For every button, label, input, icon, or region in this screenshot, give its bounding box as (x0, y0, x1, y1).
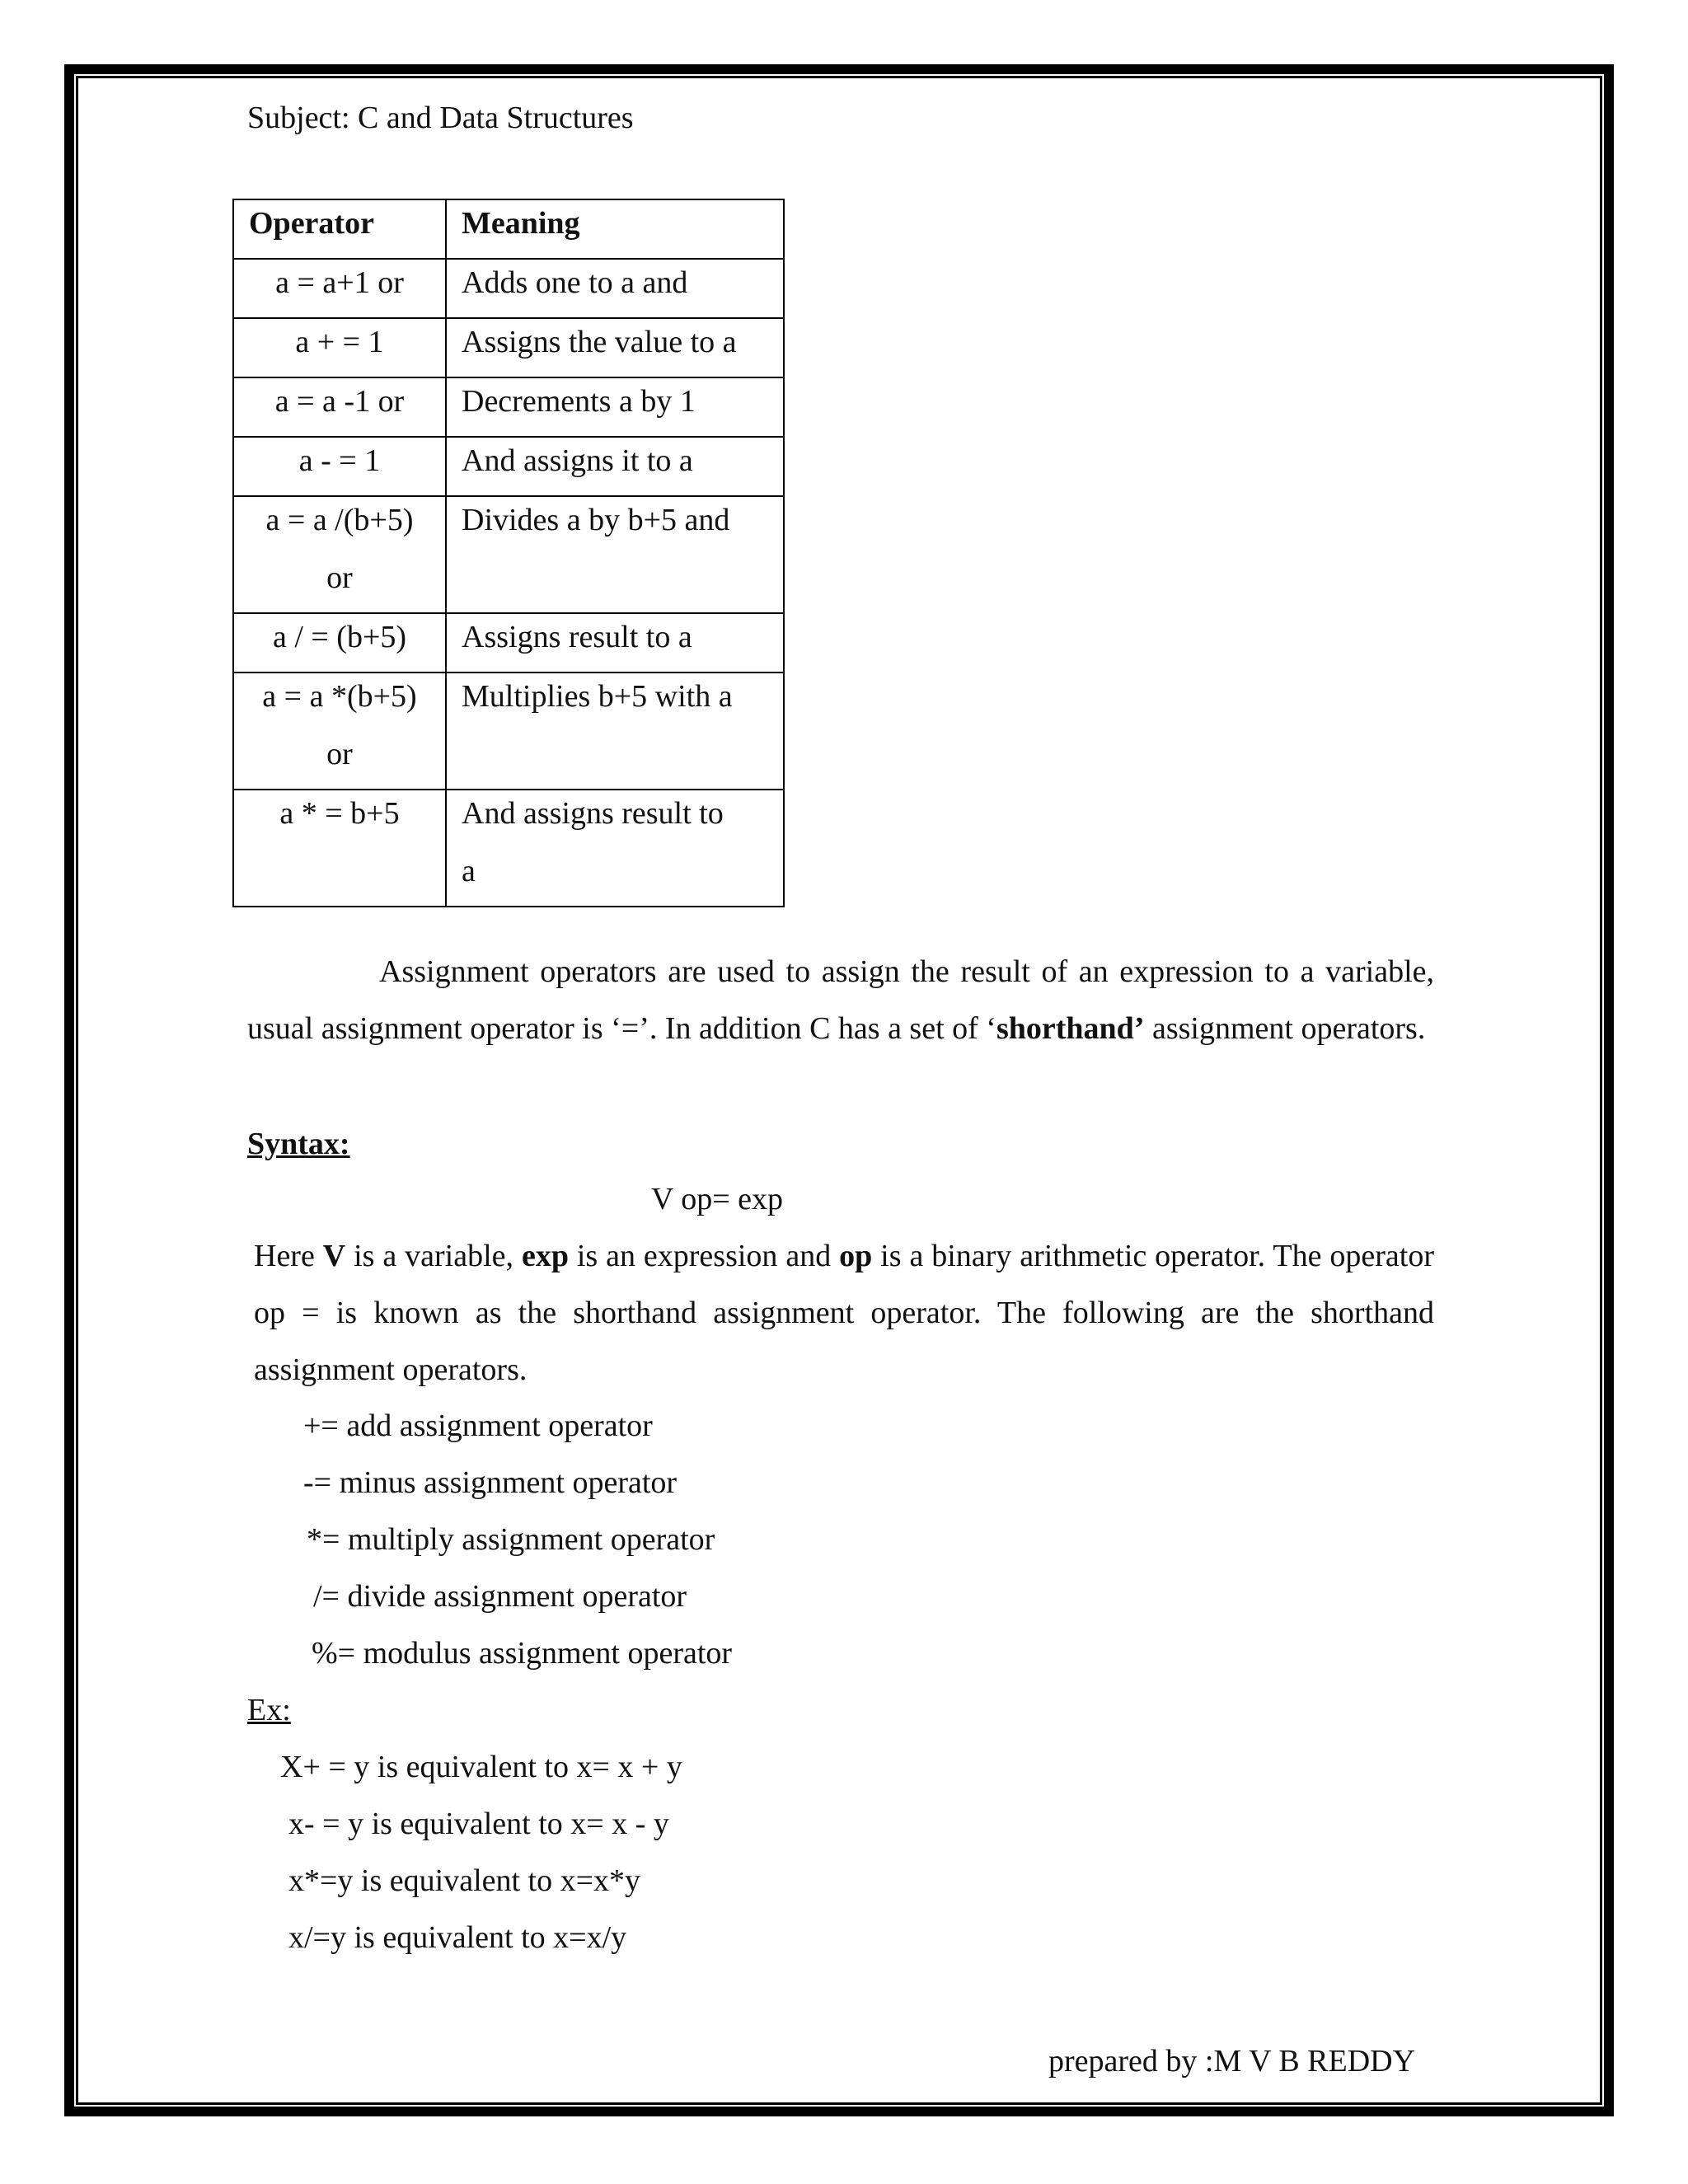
example-item: x- = y is equivalent to x= x - y (288, 1807, 669, 1841)
table-row (233, 496, 784, 613)
term-v: V (322, 1239, 346, 1273)
operator-table (232, 199, 785, 907)
meaning-cell: Assigns the value to a (462, 325, 737, 359)
example-item: x/=y is equivalent to x=x/y (288, 1920, 627, 1955)
operator-cell: a * = b+5 (279, 796, 400, 831)
table-row (233, 790, 784, 907)
table-row (233, 673, 784, 790)
prepared-by-footer: prepared by :M V B REDDY (1048, 2044, 1416, 2079)
operator-cell: a = a+1 or (275, 265, 404, 300)
subject-line: Subject: C and Data Structures (247, 101, 634, 135)
shorthand-bold: shorthand’ (996, 1011, 1145, 1046)
meaning-cell: Divides a by b+5 and (462, 503, 730, 537)
operator-cell: a - = 1 (298, 443, 381, 478)
table-row (233, 318, 784, 377)
explanation-text: is a binary arithmetic operator. The operator op = is known as the shorthand assignment operator. The following are the shorthand assignment operators. (254, 1239, 1434, 1387)
example-item: x*=y is equivalent to x=x*y (288, 1863, 641, 1898)
list-item: %= modulus assignment operator (312, 1636, 733, 1671)
table-header-row (233, 199, 784, 259)
table-row (233, 377, 784, 437)
table-row (233, 613, 784, 673)
list-item: += add assignment operator (303, 1408, 653, 1443)
table-header-operator: Operator (249, 206, 374, 241)
assignment-text-1: Assignment operators are used to assign the result of an expression to a variable, usual assignment operator is ‘=’. In addition C has a set of ‘ (247, 954, 1434, 1046)
table-row (233, 437, 784, 496)
operator-cell: a / = (b+5) (272, 620, 407, 654)
operator-cell: a = a *(b+5) (262, 679, 417, 714)
term-exp: exp (521, 1239, 569, 1273)
explanation-text: is an expression and (568, 1239, 840, 1273)
syntax-expression: V op= exp (651, 1182, 784, 1216)
assignment-text-2: assignment operators. (1144, 1011, 1426, 1046)
examples-heading: Ex: (247, 1693, 291, 1727)
explanation-text: is a variable, (345, 1239, 522, 1273)
table-header-meaning: Meaning (462, 206, 580, 241)
operator-cell: a = a /(b+5) (265, 503, 414, 537)
assignment-paragraph (247, 944, 1434, 1057)
meaning-cell: Assigns result to a (462, 620, 692, 654)
operator-cell-or: or (326, 560, 353, 595)
meaning-cell: Multiplies b+5 with a (462, 679, 733, 714)
list-item: *= multiply assignment operator (307, 1522, 715, 1557)
explanation-paragraph (254, 1228, 1434, 1399)
meaning-cell: And assigns result to (462, 796, 724, 831)
meaning-cell: And assigns it to a (462, 443, 693, 478)
explanation-text: Here (254, 1239, 323, 1273)
syntax-heading: Syntax: (247, 1127, 350, 1161)
term-op: op (839, 1239, 873, 1273)
meaning-cell: Decrements a by 1 (462, 384, 696, 419)
table-row (233, 259, 784, 318)
operator-cell-or: or (326, 737, 353, 771)
meaning-cell: Adds one to a and (462, 265, 688, 300)
meaning-cell-cont: a (462, 854, 476, 888)
list-item: -= minus assignment operator (303, 1465, 678, 1500)
example-item: X+ = y is equivalent to x= x + y (280, 1750, 682, 1784)
operator-cell: a = a -1 or (274, 384, 405, 419)
operator-cell: a + = 1 (295, 325, 384, 359)
list-item: /= divide assignment operator (313, 1579, 687, 1614)
